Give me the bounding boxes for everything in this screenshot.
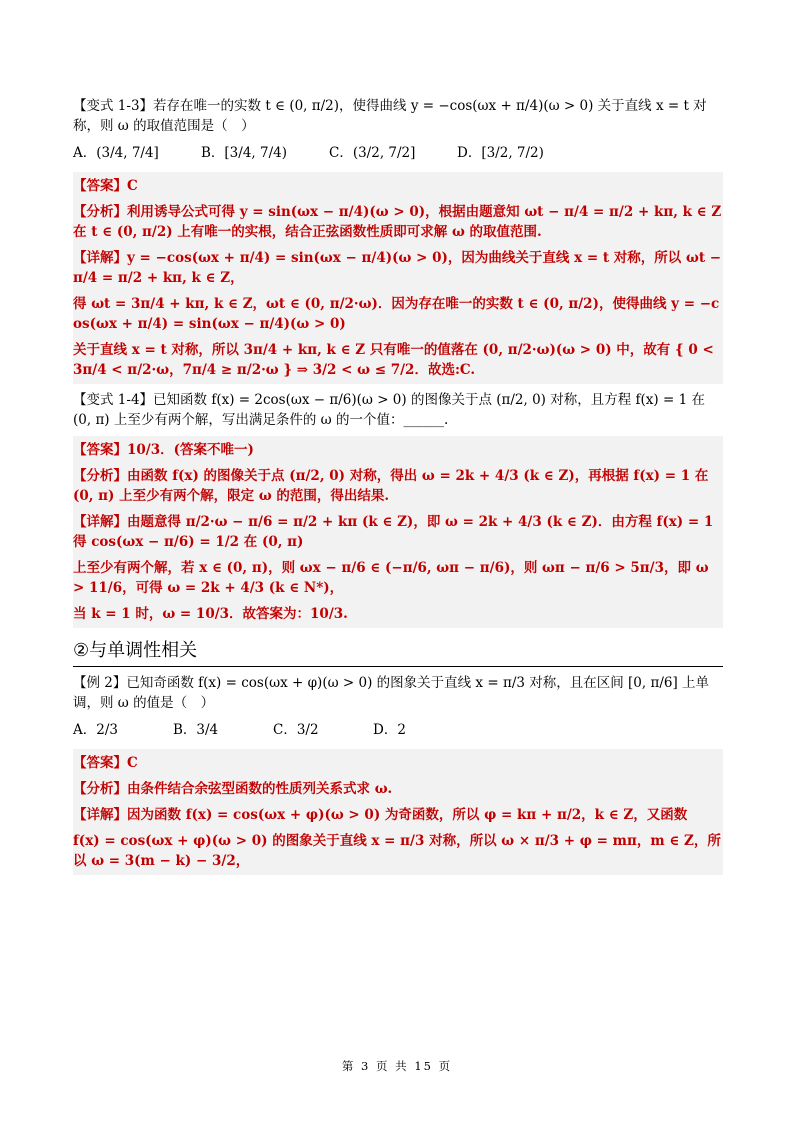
option-d: D．2	[373, 722, 406, 738]
answer-block-1-3	[73, 172, 723, 384]
option-c: C．3/2	[273, 722, 319, 738]
answer: 【答案】C	[73, 178, 138, 194]
detail-line-1: 【详解】y = −cos(ωx + π/4) = sin(ωx − π/4)(ω > 0)，因为曲线关于直线 x = t 对称，所以 ωt − π/4 = π/2 + kπ, k ∈ Z，	[73, 250, 722, 286]
detail-line-1: 【详解】由题意得 π/2·ω − π/6 = π/2 + kπ (k ∈ Z)，即 ω = 2k + 4/3 (k ∈ Z)．由方程 f(x) = 1 得 cos(ωx − π/6) = 1/2 在 (0, π)	[73, 514, 714, 550]
option-c: C．(3/2, 7/2]	[329, 145, 416, 161]
detail-line-2: 上至少有两个解，若 x ∈ (0, π)，则 ωx − π/6 ∈ (−π/6, ωπ − π/6)，则 ωπ − π/6 > 5π/3，即 ω > 11/6，可得 ω = 2k + 4/3 (k ∈ N*)，	[73, 560, 709, 596]
question-1-4-stem: 【变式 1-4】已知函数 f(x) = 2cos(ωx − π/6)(ω > 0) 的图像关于点 (π/2, 0) 对称，且方程 f(x) = 1 在 (0, π) 上至少有两个解，写出满足条件的 ω 的一个值：______.	[73, 392, 705, 428]
question-1-3-stem: 【变式 1-3】若存在唯一的实数 t ∈ (0, π/2)，使得曲线 y = −cos(ωx + π/4)(ω > 0) 关于直线 x = t 对称，则 ω 的取值范围是（ ）	[73, 98, 707, 134]
analysis: 【分析】由函数 f(x) 的图像关于点 (π/2, 0) 对称，得出 ω = 2k + 4/3 (k ∈ Z)，再根据 f(x) = 1 在 (0, π) 上至少有两个解，限定 ω 的范围，得出结果.	[73, 468, 709, 504]
option-d: D．[3/2, 7/2)	[457, 145, 544, 161]
option-b: B．[3/4, 7/4)	[201, 145, 287, 161]
option-b: B．3/4	[173, 722, 219, 738]
example-2-stem: 【例 2】已知奇函数 f(x) = cos(ωx + φ)(ω > 0) 的图象关于直线 x = π/3 对称，且在区间 [0, π/6] 上单调，则 ω 的值是（ ）	[73, 675, 710, 711]
option-a: A．2/3	[73, 722, 118, 738]
answer-block-example-2	[73, 749, 723, 875]
option-a: A．(3/4, 7/4]	[73, 145, 159, 161]
analysis: 【分析】利用诱导公式可得 y = sin(ωx − π/4)(ω > 0)，根据由题意知 ωt − π/4 = π/2 + kπ, k ∈ Z 在 t ∈ (0, π/2) 上有唯一的实根，结合正弦函数性质即可求解 ω 的取值范围.	[73, 204, 722, 240]
example-2-options	[73, 717, 723, 743]
page-footer: 第 3 页 共 15 页	[341, 1059, 453, 1073]
page-content	[73, 96, 723, 875]
detail-line-1: 【详解】因为函数 f(x) = cos(ωx + φ)(ω > 0) 为奇函数，所以 φ = kπ + π/2，k ∈ Z，又函数	[73, 807, 688, 823]
detail-line-2: f(x) = cos(ωx + φ)(ω > 0) 的图象关于直线 x = π/3 对称，所以 ω × π/3 + φ = mπ，m ∈ Z，所以 ω = 3(m − k) − 3/2，	[73, 833, 721, 869]
section-heading: ②与单调性相关	[73, 640, 198, 661]
detail-line-3: 当 k = 1 时，ω = 10/3．故答案为：10/3.	[73, 606, 348, 622]
detail-line-2: 得 ωt = 3π/4 + kπ, k ∈ Z，ωt ∈ (0, π/2·ω)．因为存在唯一的实数 t ∈ (0, π/2)，使得曲线 y = −cos(ωx + π/4) = sin(ωx − π/4)(ω > 0)	[73, 296, 720, 332]
answer: 【答案】10/3．(答案不唯一)	[73, 442, 254, 458]
detail-line-3: 关于直线 x = t 对称，所以 3π/4 + kπ, k ∈ Z 只有唯一的值落在 (0, π/2·ω)(ω > 0) 中，故有 { 0 < 3π/4 < π/2·ω，7π/4 ≥ π/2·ω } ⇒ 3/2 < ω ≤ 7/2．故选:C.	[73, 342, 714, 378]
question-1-3-options	[73, 140, 723, 166]
answer: 【答案】C	[73, 755, 138, 771]
answer-block-1-4	[73, 436, 723, 628]
analysis: 【分析】由条件结合余弦型函数的性质列关系式求 ω.	[73, 781, 393, 797]
